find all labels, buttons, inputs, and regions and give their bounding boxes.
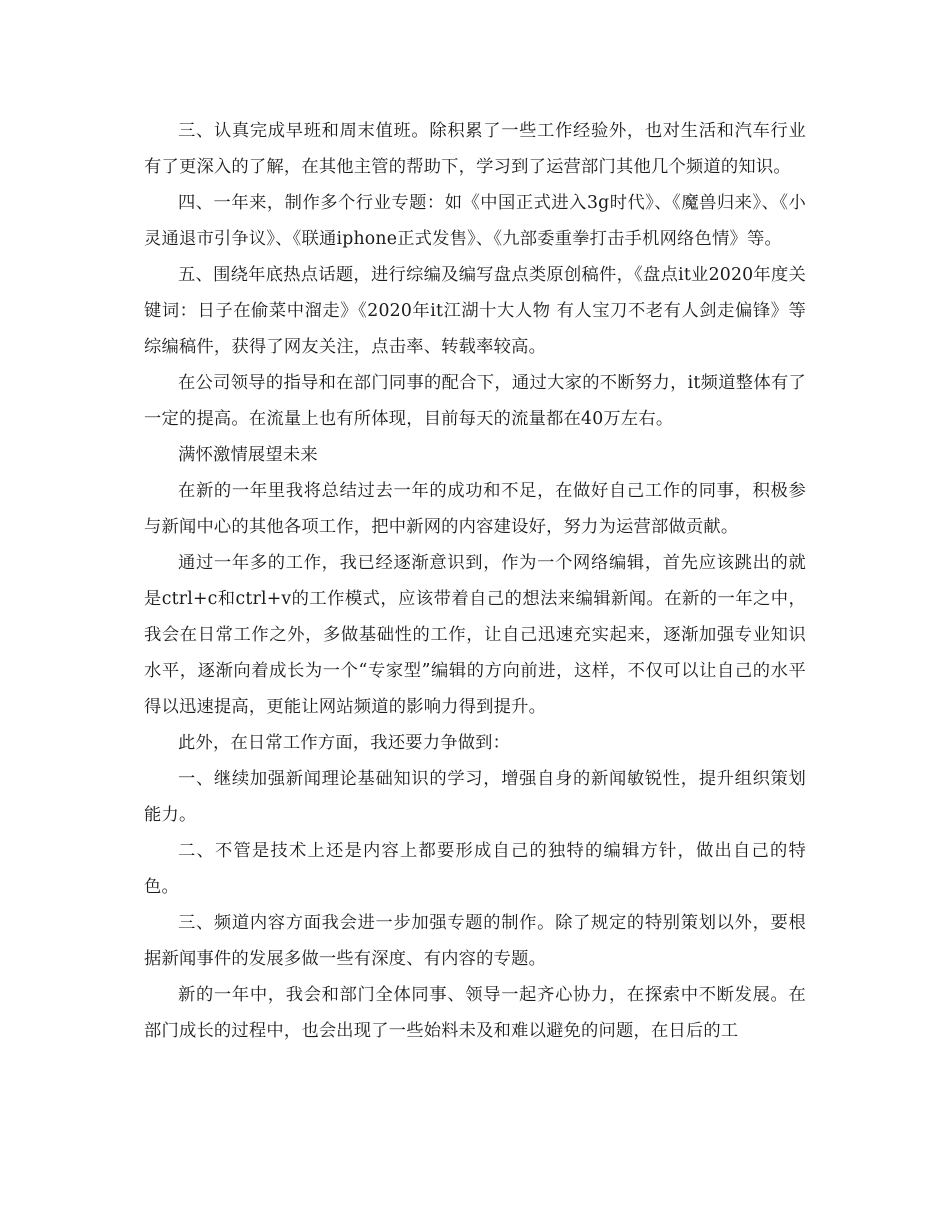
paragraph-new-year-plan: 在新的一年里我将总结过去一年的成功和不足，在做好自己工作的同事，积极参与新闻中心的其他各项工作，把中新网的内容建设好，努力为运营部做贡献。 <box>144 481 806 537</box>
paragraph-channel-traffic: 在公司领导的指导和在部门同事的配合下，通过大家的不断努力，it频道整体有了一定的提高。在流量上也有所体现，目前每天的流量都在40万左右。 <box>144 373 806 429</box>
paragraph-duty-shifts: 三、认真完成早班和周末值班。除积累了一些工作经验外，也对生活和汽车行业有了更深入的了解，在其他主管的帮助下，学习到了运营部门其他几个频道的知识。 <box>144 121 806 177</box>
paragraph-year-end-articles: 五、围绕年底热点话题，进行综编及编写盘点类原创稿件，《盘点it业2020年度关键词：日子在偷菜中溜走》《2020年it江湖十大人物 有人宝刀不老有人剑走偏锋》等综编稿件，获得了网友关注，点击率、转载率较高。 <box>144 265 806 357</box>
paragraph-editor-growth: 通过一年多的工作，我已经逐渐意识到，作为一个网络编辑，首先应该跳出的就是ctrl+c和ctrl+v的工作模式，应该带着自己的想法来编辑新闻。在新的一年之中，我会在日常工作之外，多做基础性的工作，让自己迅速充实起来，逐渐加强专业知识水平，逐渐向着成长为一个“专家型”编辑的方向前进，这样，不仅可以让自己的水平得以迅速提高，更能让网站频道的影响力得到提升。 <box>144 553 806 717</box>
document-body <box>144 113 806 1049</box>
paragraph-closing: 新的一年中，我会和部门全体同事、领导一起齐心协力，在探索中不断发展。在部门成长的过程中，也会出现了一些始料未及和难以避免的问题，在日后的工 <box>144 985 806 1041</box>
paragraph-goals-intro: 此外，在日常工作方面，我还要力争做到： <box>178 733 511 753</box>
paragraph-goal-three: 三、频道内容方面我会进一步加强专题的制作。除了规定的特别策划以外，要根据新闻事件的发展多做一些有深度、有内容的专题。 <box>144 913 806 969</box>
paragraph-goal-one: 一、继续加强新闻理论基础知识的学习，增强自身的新闻敏锐性，提升组织策划能力。 <box>144 769 806 825</box>
section-heading-outlook: 满怀激情展望未来 <box>178 445 318 465</box>
paragraph-special-topics: 四、一年来，制作多个行业专题：如《中国正式进入3g时代》、《魔兽归来》、《小灵通退市引争议》、《联通iphone正式发售》、《九部委重拳打击手机网络色情》等。 <box>144 193 806 249</box>
paragraph-goal-two: 二、不管是技术上还是内容上都要形成自己的独特的编辑方针，做出自己的特色。 <box>144 841 806 897</box>
